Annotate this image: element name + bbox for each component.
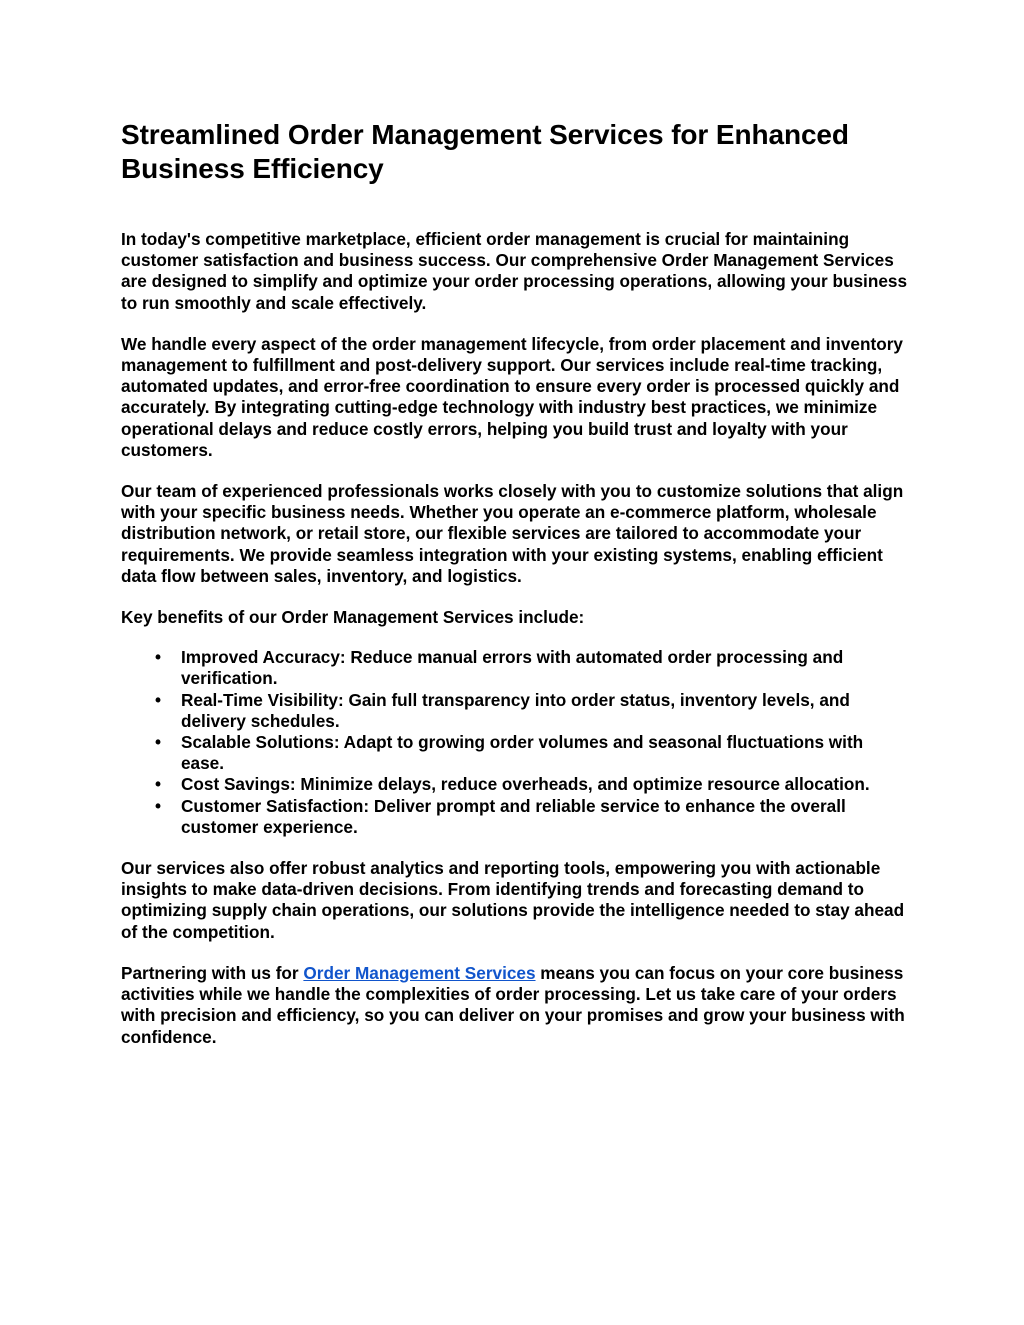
benefit-text: Improved Accuracy: Reduce manual errors with automated order processing and verification. <box>181 647 844 689</box>
bullet-icon: • <box>154 795 162 816</box>
benefits-list <box>121 647 911 838</box>
bullet-icon: • <box>154 689 162 710</box>
list-item <box>154 795 911 838</box>
benefit-text: Real-Time Visibility: Gain full transparency into order status, inventory levels, and delivery schedules. <box>181 689 850 731</box>
benefits-intro: Key benefits of our Order Management Services include: <box>121 607 585 628</box>
benefit-text: Scalable Solutions: Adapt to growing order volumes and seasonal fluctuations with ease. <box>181 732 864 774</box>
closing-text-after-link: means you can focus on your core business activities while we handle the complexities of order processing. Let us take care of your orders with precision and efficiency, so you can deliver on your promises and grow your business with confidence. <box>121 962 905 1047</box>
bullet-icon: • <box>154 647 162 668</box>
closing-paragraph <box>121 963 911 1048</box>
bullet-icon: • <box>154 774 162 795</box>
list-item <box>154 732 911 774</box>
analytics-paragraph: Our services also offer robust analytics and reporting tools, empowering you with actionable insights to make data-driven decisions. From identifying trends and forecasting demand to optimizing supply chain operations, our solutions provide the intelligence needed to stay ahead of the competition. <box>121 858 905 942</box>
document-page <box>121 118 911 1048</box>
closing-text-before-link: Partnering with us for <box>121 962 304 983</box>
order-management-services-link[interactable]: Order Management Services <box>303 962 536 983</box>
lifecycle-paragraph: We handle every aspect of the order management lifecycle, from order placement and inventory management to fulfillment and post-delivery support. Our services include real-time tracking, automated updates, and error-free coordination to ensure every order is processed quickly and accurately. By integrating cutting-edge technology with industry best practices, we minimize operational delays and reduce costly errors, helping you build trust and loyalty with your customers. <box>121 333 903 460</box>
list-item <box>154 689 911 732</box>
benefit-text: Customer Satisfaction: Deliver prompt and reliable service to enhance the overall customer experience. <box>181 795 846 837</box>
intro-paragraph: In today's competitive marketplace, efficient order management is crucial for maintaining customer satisfaction and business success. Our comprehensive Order Management Services are designed to simplify and optimize your order processing operations, allowing your business to run smoothly and scale effectively. <box>121 229 908 313</box>
list-item <box>154 647 911 689</box>
list-item <box>154 774 911 795</box>
bullet-icon: • <box>154 732 162 753</box>
document-title: Streamlined Order Management Services for Enhanced Business Efficiency <box>121 119 849 184</box>
benefit-text: Cost Savings: Minimize delays, reduce overheads, and optimize resource allocation. <box>181 774 870 795</box>
team-paragraph: Our team of experienced professionals works closely with you to customize solutions that align with your specific business needs. Whether you operate an e-commerce platform, wholesale distribution network, or retail store, our flexible services are tailored to accommodate your requirements. We provide seamless integration with your existing systems, enabling efficient data flow between sales, inventory, and logistics. <box>121 481 904 586</box>
